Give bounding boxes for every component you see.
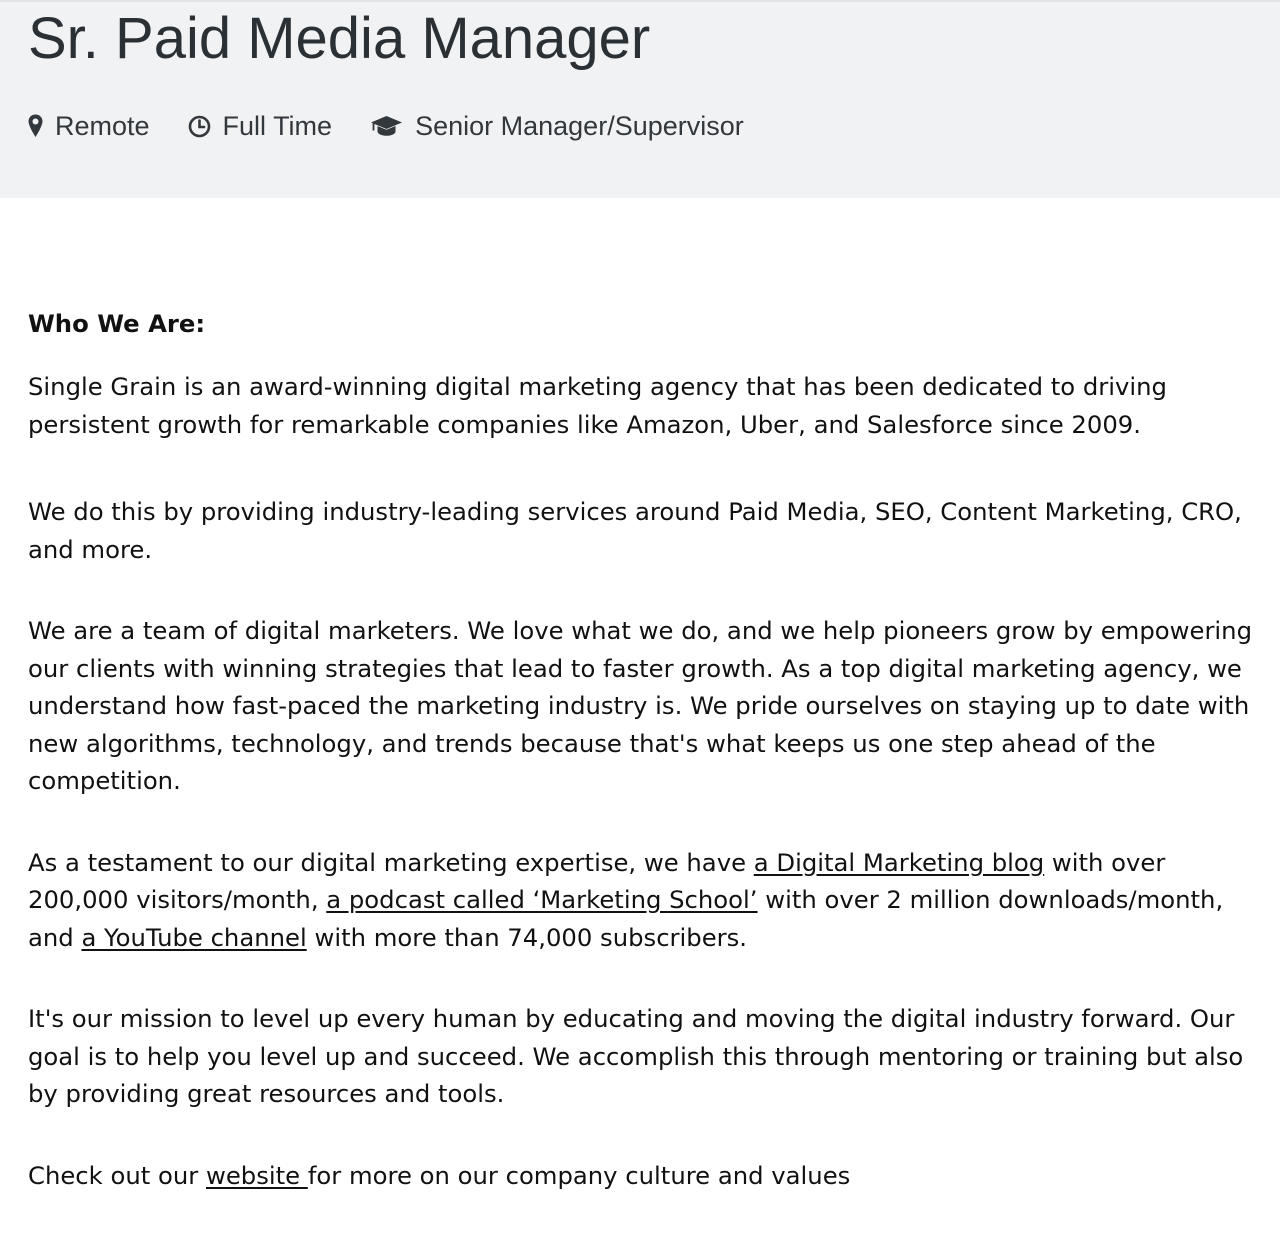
job-title: Sr. Paid Media Manager (28, 6, 651, 71)
job-level-label: Senior Manager/Supervisor (415, 110, 744, 141)
job-header (0, 0, 1280, 198)
paragraph-services: We do this by providing industry-leading services around Paid Media, SEO, Content Marketing, CRO, and more. (28, 497, 1242, 564)
clock-icon (188, 115, 223, 138)
website-text-1: Check out our (28, 1160, 206, 1190)
expertise-text-2: with over 200,000 visitors/month, (28, 847, 1166, 914)
blog-link[interactable]: a Digital Marketing blog (753, 847, 1045, 877)
paragraph-intro: Single Grain is an award-winning digital marketing agency that has been dedicated to driving persistent growth for remarkable companies like Amazon, Uber, and Salesforce since 2009. (28, 372, 1167, 439)
podcast-link[interactable]: a podcast called ‘Marketing School’ (326, 885, 758, 914)
job-type-label: Full Time (222, 110, 333, 141)
paragraph-team: We are a team of digital marketers. We love what we do, and we help pioneers grow by empowering our clients with winning strategies that lead to faster growth. As a top digital marketing agency, we understand how fast-paced the marketing industry is. We pride ourselves on staying up to date with new algorithms, technology, and trends because that's what keeps us one step ahead of the competition. (28, 616, 1253, 795)
expertise-text-4: with more than 74,000 subscribers. (306, 922, 748, 952)
map-marker-icon (28, 114, 55, 138)
paragraph-mission: It's our mission to level up every human by educating and moving the digital industry forward. Our goal is to help you level up and succeed. We accomplish this through mentoring or training but also by providing great resources and tools. (28, 1004, 1244, 1108)
job-meta (28, 108, 782, 144)
job-type (188, 111, 333, 142)
youtube-link[interactable]: a YouTube channel (81, 922, 307, 952)
website-link[interactable]: website (205, 1160, 308, 1190)
job-location-label: Remote (55, 110, 150, 141)
website-text-2: for more on our company culture and values (307, 1160, 851, 1190)
expertise-text-3: with over 2 million downloads/month, and (28, 885, 1224, 952)
job-level (370, 111, 744, 142)
job-location (28, 111, 150, 142)
section-heading-who-we-are: Who We Are: (28, 309, 206, 338)
graduation-cap-icon (370, 115, 415, 137)
expertise-text-1: As a testament to our digital marketing expertise, we have (28, 847, 754, 877)
job-description (28, 300, 1258, 1194)
paragraph-website (28, 1157, 1258, 1195)
paragraph-expertise (28, 844, 1258, 957)
